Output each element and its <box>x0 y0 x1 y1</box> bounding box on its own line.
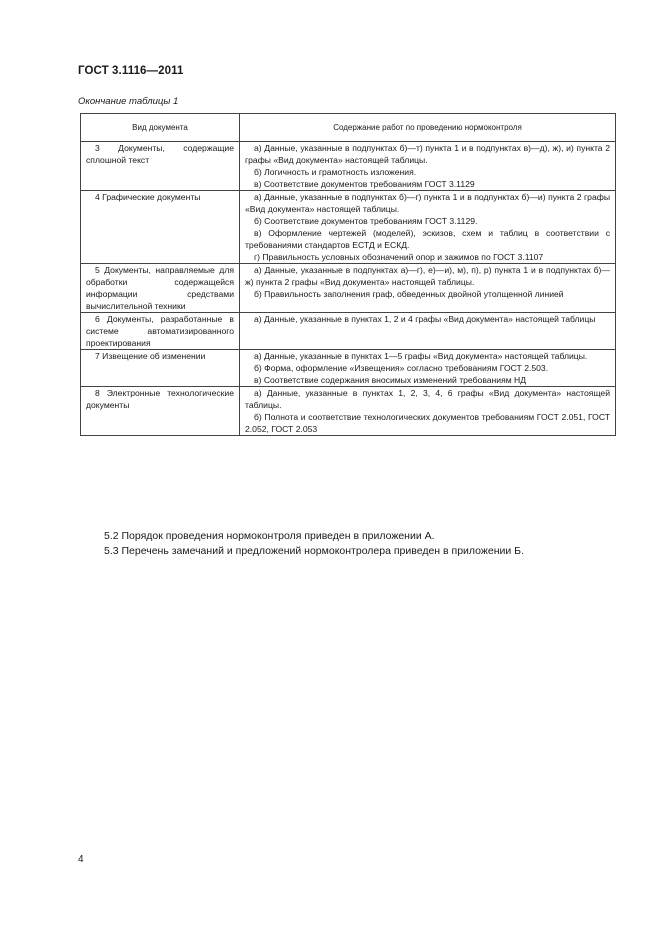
control-content-cell <box>240 191 616 264</box>
document-type-cell <box>81 350 240 387</box>
control-item: б) Форма, оформление «Извещения» согласно требованиям ГОСТ 2.503. <box>254 363 549 373</box>
control-item: в) Соответствие содержания вносимых изменений требованиям НД <box>254 375 527 385</box>
document-type-cell <box>81 191 240 264</box>
document-type-text: 7 Извещение об изменении <box>95 351 206 361</box>
control-item: а) Данные, указанные в подпунктах б)—т) пункта 1 и в подпунктах в)—д), ж), и) пункта 2 графы «Вид документа» настоящей таблицы. <box>245 143 610 165</box>
control-item: а) Данные, указанные в пунктах 1, 2, 3, 4, 6 графы «Вид документа» настоящей таблицы. <box>245 388 610 410</box>
control-content-cell <box>240 142 616 191</box>
document-type-cell <box>81 387 240 436</box>
control-item: б) Полнота и соответствие технологических документов требованиям ГОСТ 2.051, ГОСТ 2.052, ГОСТ 2.053 <box>245 412 610 434</box>
document-type-text: 6 Документы, разработанные в системе автоматизированного проектирования <box>86 314 234 348</box>
control-content-cell <box>240 264 616 313</box>
table-row <box>81 350 616 387</box>
control-content-cell <box>240 313 616 350</box>
control-content-cell <box>240 387 616 436</box>
column-header-document-type: Вид документа <box>81 114 240 142</box>
control-item: б) Правильность заполнения граф, обведенных двойной утолщенной линией <box>254 289 564 299</box>
column-header-control-content: Содержание работ по проведению нормоконтроля <box>240 114 616 142</box>
document-type-cell <box>81 264 240 313</box>
document-type-text: 4 Графические документы <box>95 192 201 202</box>
norm-control-table <box>80 113 616 436</box>
table-row <box>81 264 616 313</box>
table-header-row <box>81 114 616 142</box>
paragraph-5-2: 5.2 Порядок проведения нормоконтроля приведен в приложении А. <box>104 530 435 542</box>
control-item: б) Соответствие документов требованиям ГОСТ 3.1129. <box>254 216 478 226</box>
control-item: а) Данные, указанные в подпунктах а)—г), е)—и), м), п), р) пункта 1 и в подпунктах б)—ж) пункта 2 графы «Вид документа» настоящей таблицы. <box>245 265 610 287</box>
control-item: а) Данные, указанные в пунктах 1, 2 и 4 графы «Вид документа» настоящей таблицы <box>254 314 596 324</box>
page-number: 4 <box>78 854 84 865</box>
document-type-text: 3 Документы, содержащие сплошной текст <box>86 143 234 165</box>
control-item: в) Оформление чертежей (моделей), эскизов, схем и таблиц в соответствии с требованиями стандартов ЕСТД и ЕСКД. <box>245 228 610 250</box>
control-item: в) Соответствие документов требованиям ГОСТ 3.1129 <box>254 179 475 189</box>
control-item: г) Правильность условных обозначений опор и зажимов по ГОСТ 3.1107 <box>254 252 544 262</box>
document-header: ГОСТ 3.1116—2011 <box>78 65 184 77</box>
control-item: а) Данные, указанные в подпунктах б)—г) пункта 1 и в подпунктах б)—и) пункта 2 графы «Вид документа» настоящей таблицы. <box>245 192 610 214</box>
document-type-cell <box>81 142 240 191</box>
control-item: б) Логичность и грамотность изложения. <box>254 167 417 177</box>
document-type-text: 5 Документы, направляемые для обработки содержащейся информации средствами вычислительной техники <box>86 265 234 311</box>
control-content-cell <box>240 350 616 387</box>
table-row <box>81 191 616 264</box>
table-caption: Окончание таблицы 1 <box>78 96 179 107</box>
table-row <box>81 387 616 436</box>
table-row <box>81 142 616 191</box>
paragraph-5-3: 5.3 Перечень замечаний и предложений нормоконтролера приведен в приложении Б. <box>104 545 524 557</box>
table-row <box>81 313 616 350</box>
document-type-cell <box>81 313 240 350</box>
document-type-text: 8 Электронные технологические документы <box>86 388 234 410</box>
control-item: а) Данные, указанные в пунктах 1—5 графы «Вид документа» настоящей таблицы. <box>254 351 588 361</box>
